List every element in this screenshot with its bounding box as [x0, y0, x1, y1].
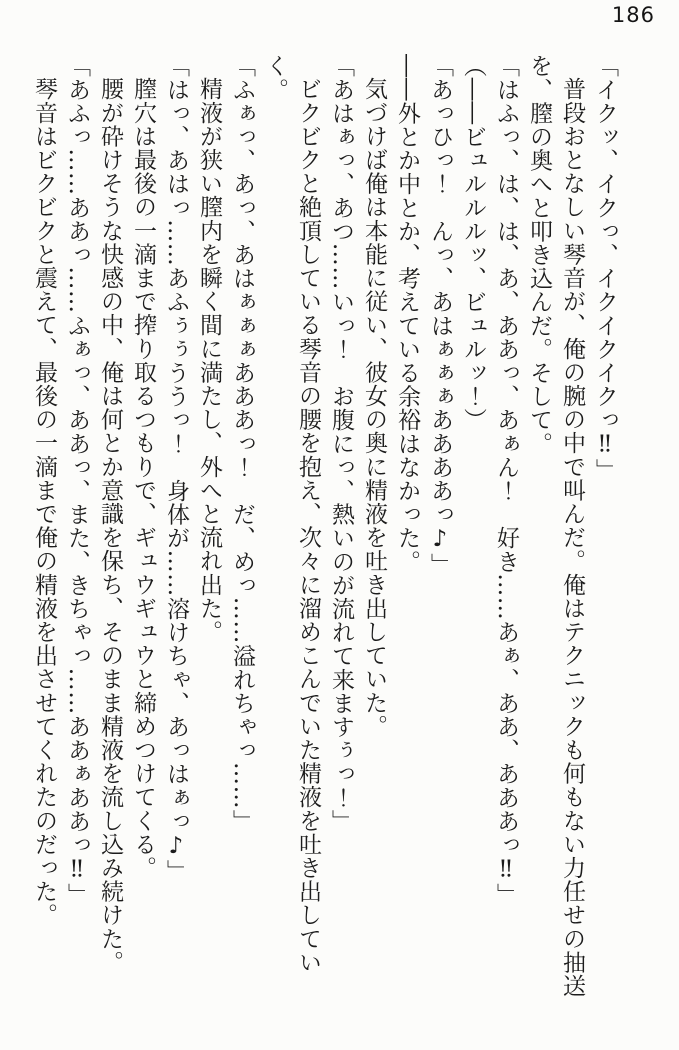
paragraph: ビクビクと絶頂している琴音の腰を抱え、次々に溜めこんでいた精液を吐き出していく。	[262, 54, 321, 974]
paragraph: 「イクッ、イクっ、イクイクイクっ‼」	[592, 54, 618, 482]
paragraph: 精液が狭い膣内を瞬く間に満たし、外へと流れ出た。	[196, 77, 222, 644]
paragraph: ――外とか中とか、考えている余裕はなかった。	[394, 54, 420, 574]
paragraph: 琴音はビクビクと震えて、最後の一滴まで俺の精液を出させてくれたのだった。	[31, 77, 57, 927]
paragraph: 腰が砕けそうな快感の中、俺は何とか意識を保ち、そのまま精液を流し込み続けた。	[97, 77, 123, 974]
paragraph: 「はふっ、は、は、あ、ああっ、あぁん！ 好き……あぁ、ああ、あああっ‼」	[493, 54, 519, 907]
page-number: 186	[611, 3, 655, 27]
paragraph: 「あはぁっ、あつ……いっ！ お腹にっ、熱いのが流れて来ますぅっ！」	[328, 54, 354, 833]
paragraph: 普段おとなしい琴音が、俺の腕の中で叫んだ。俺はテクニックも何もない力任せの抽送を、膣の奥へと叩き込んだ。そして。	[526, 54, 585, 998]
paragraph: 膣穴は最後の一滴まで搾り取るつもりで、ギュウギュウと締めつけてくる。	[130, 77, 156, 880]
paragraph: 「はっ、あはっ……あふぅぅううっ！ 身体が……溶けちゃ、あっはぁっ♪」	[163, 54, 189, 883]
paragraph: 気づけば俺は本能に従い、彼女の奥に精液を吐き出していた。	[361, 77, 387, 738]
paragraph: 「あふっ……ああっ……ふぁっ、ああっ、また、きちゃっ……ああぁああっ‼」	[64, 54, 90, 907]
paragraph: 「あっひっ！ んっ、あはぁぁぁああああっ♪」	[427, 54, 453, 577]
page-text-body	[27, 54, 621, 1002]
paragraph: 「ふぁっ、あっ、あはぁぁぁあああっ！ だ、めっ……溢れちゃっ……」	[229, 54, 255, 833]
paragraph: （――ビュルルルッ、ビュルッ！）	[460, 54, 486, 432]
